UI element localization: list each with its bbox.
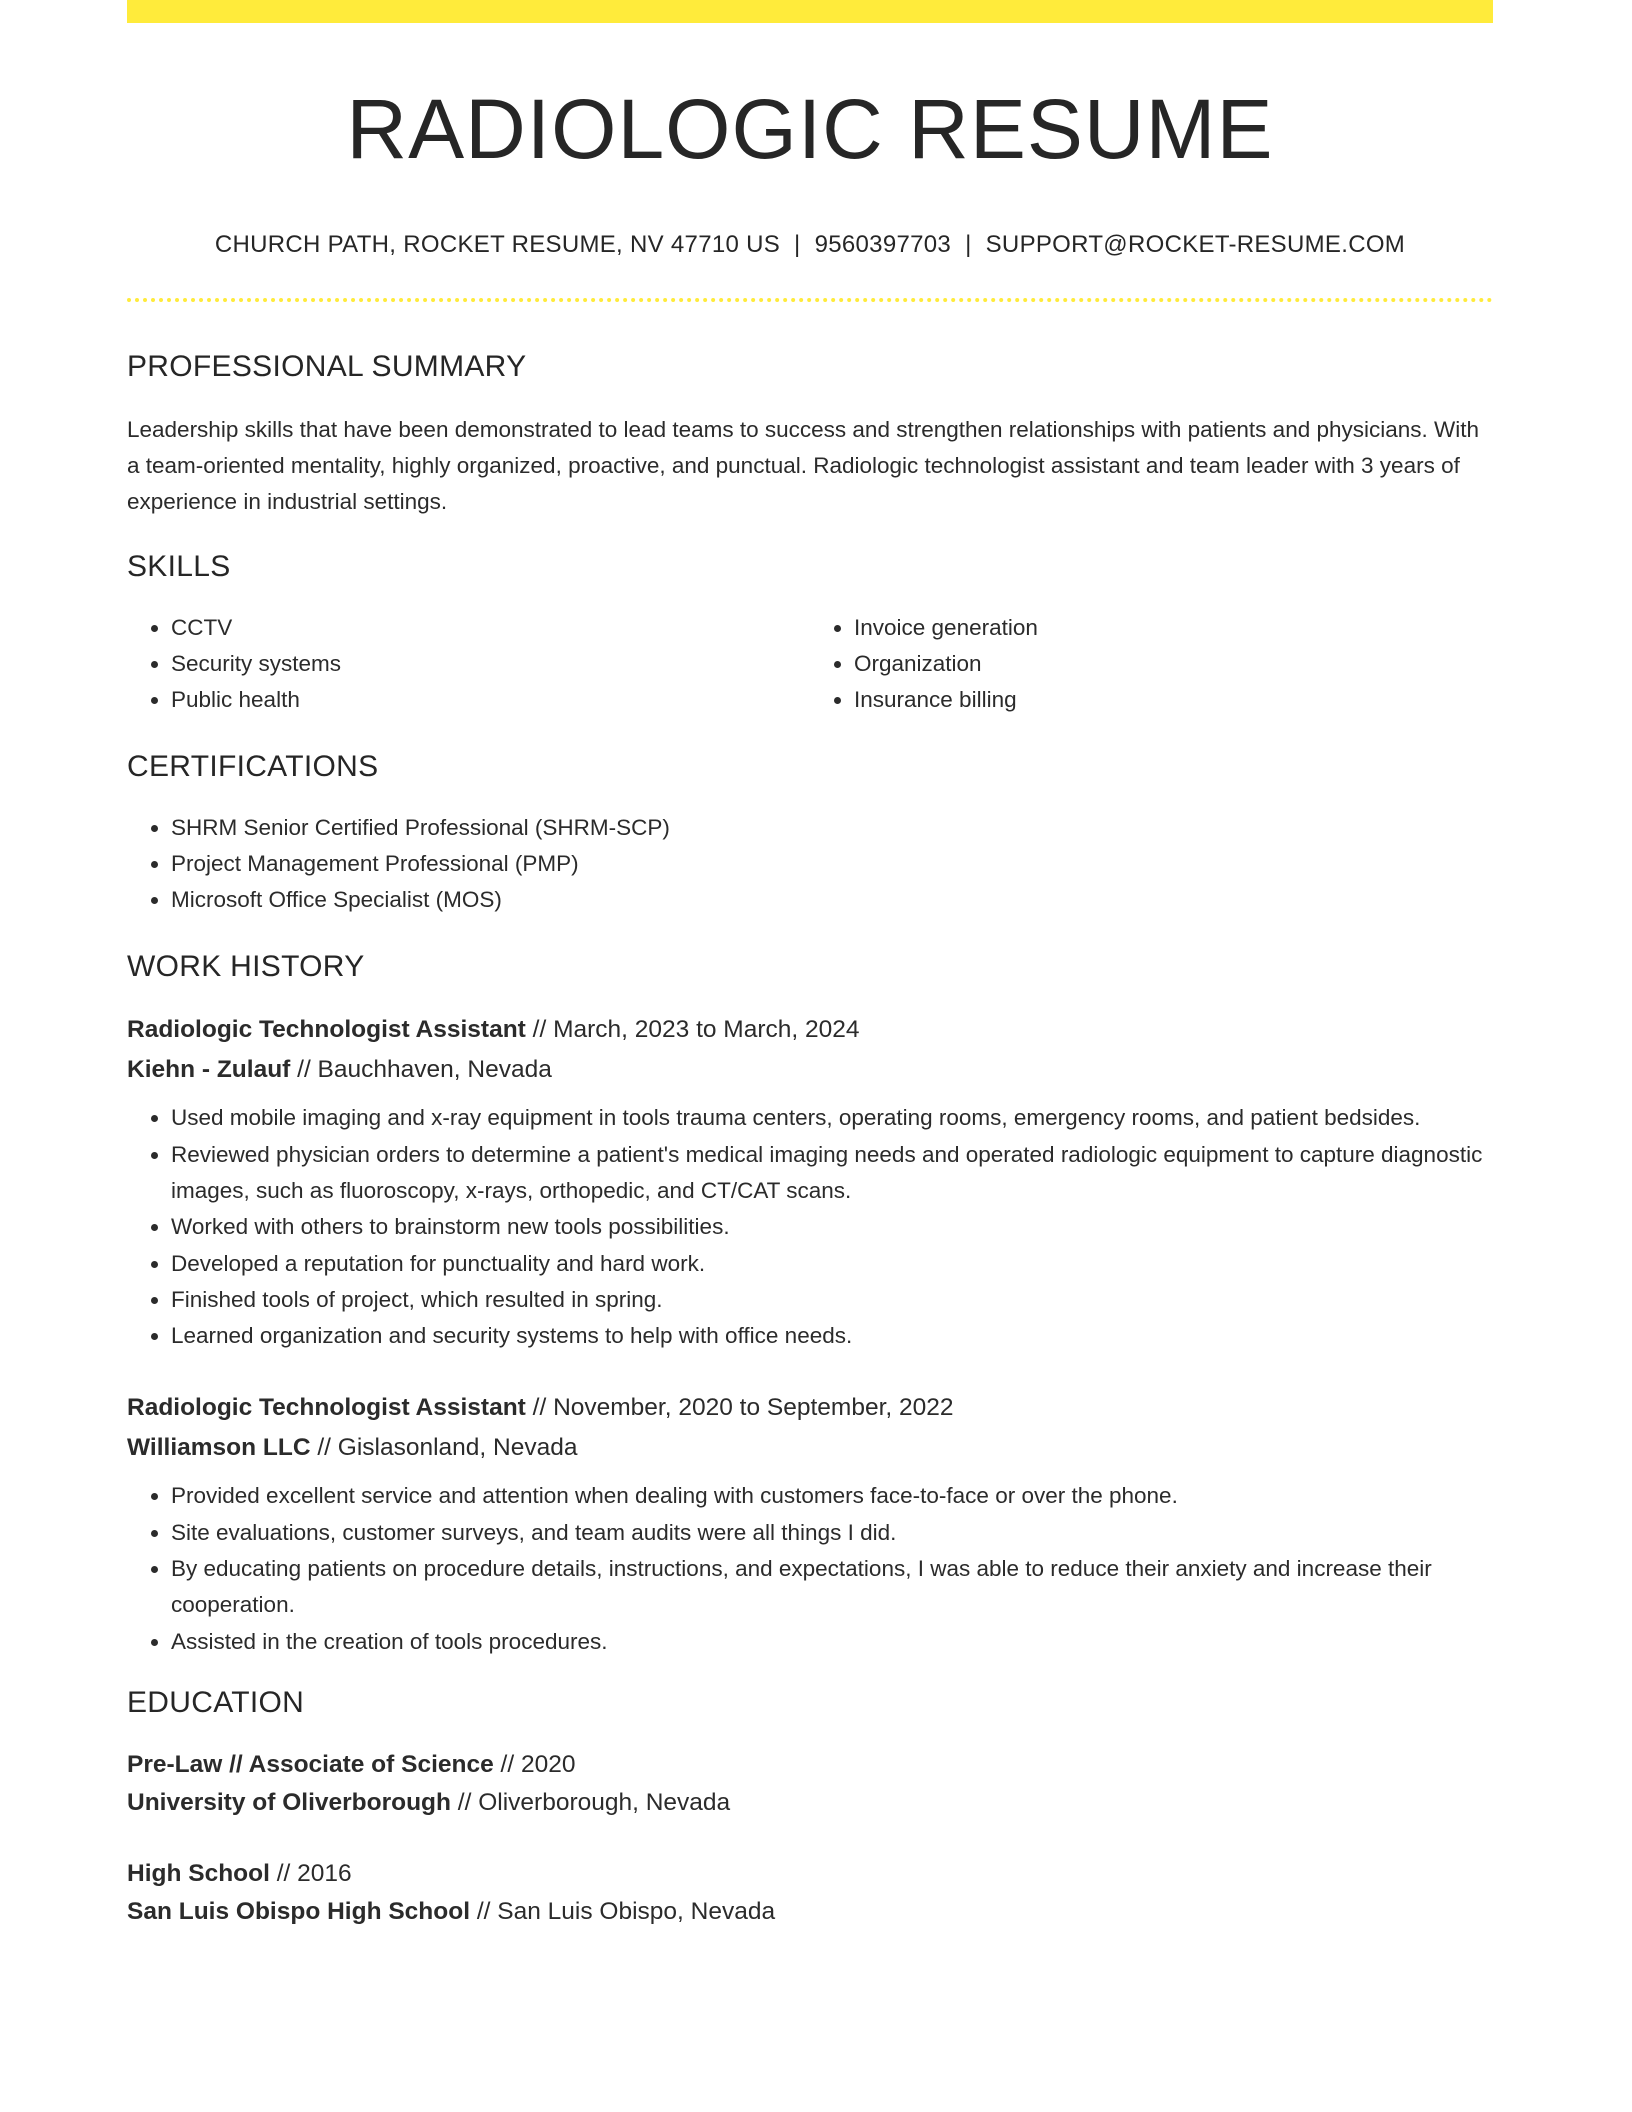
job-dates: // March, 2023 to March, 2024 [525, 1016, 860, 1044]
job-location: // Bauchhaven, Nevada [290, 1056, 552, 1084]
summary-text: Leadership skills that have been demonstrated to lead teams to success and strengthen relationships with patients and physicians. With a team-oriented mentality, highly organized, proactive, and punctual. Radiologic technologist assistant and team leader with 3 years of experience in industrial settings. [127, 417, 1480, 515]
skills-heading: SKILLS [127, 550, 231, 584]
contact-email: SUPPORT@ROCKET-RESUME.COM [985, 231, 1406, 259]
skill-item: • CCTV [171, 610, 810, 646]
education-year: // 2020 [493, 1750, 576, 1778]
skill-item: • Security systems [171, 646, 810, 682]
education-school: San Luis Obispo High School [127, 1897, 471, 1925]
certification-item: • Microsoft Office Specialist (MOS) [171, 882, 1493, 918]
skill-item: • Insurance billing [854, 682, 1493, 718]
job-location: // Gislasonland, Nevada [310, 1434, 578, 1462]
certifications-list [127, 810, 1493, 918]
education-entry [127, 1746, 1493, 1822]
job-bullet: • By educating patients on procedure details, instructions, and expectations, I was able to reduce their anxiety and increase their cooperation. [171, 1551, 1493, 1624]
skill-item: • Public health [171, 682, 810, 718]
education-degree: Pre-Law // Associate of Science [127, 1750, 494, 1778]
job-dates: // November, 2020 to September, 2022 [525, 1394, 954, 1422]
education-year: // 2016 [269, 1859, 352, 1887]
job-bullet: • Developed a reputation for punctuality and hard work. [171, 1246, 1493, 1282]
job-bullet: • Worked with others to brainstorm new tools possibilities. [171, 1209, 1493, 1245]
resume-page [127, 0, 1493, 1931]
education-entry [127, 1855, 1493, 1931]
education-school-line [127, 1784, 1493, 1822]
job-header [127, 1010, 1493, 1090]
job-bullets [127, 1100, 1493, 1354]
skill-item: • Organization [854, 646, 1493, 682]
accent-bar [127, 0, 1493, 23]
job-company-line [127, 1050, 1493, 1090]
summary-heading: PROFESSIONAL SUMMARY [127, 350, 527, 384]
job-bullet: • Used mobile imaging and x-ray equipment in tools trauma centers, operating rooms, emergency rooms, and patient bedsides. [171, 1100, 1493, 1136]
education-location: // San Luis Obispo, Nevada [470, 1897, 776, 1925]
education-school-line [127, 1893, 1493, 1931]
contact-separator: | [965, 231, 972, 259]
education-school: University of Oliverborough [127, 1788, 451, 1816]
certification-item: • Project Management Professional (PMP) [171, 846, 1493, 882]
education-degree: High School [127, 1859, 270, 1887]
header-divider [127, 298, 1493, 302]
contact-address: CHURCH PATH, ROCKET RESUME, NV 47710 US [214, 231, 781, 259]
skill-item: • Invoice generation [854, 610, 1493, 646]
education-degree-line [127, 1855, 1493, 1893]
job-bullets [127, 1478, 1493, 1659]
certifications-heading: CERTIFICATIONS [127, 750, 379, 784]
work-history-heading: WORK HISTORY [127, 950, 365, 984]
education-heading: EDUCATION [127, 1685, 305, 1719]
job-bullet: • Site evaluations, customer surveys, and team audits were all things I did. [171, 1515, 1493, 1551]
job-entry [127, 1010, 1493, 1354]
job-position: Radiologic Technologist Assistant [127, 1016, 526, 1044]
skills-list-left [127, 610, 810, 718]
job-position: Radiologic Technologist Assistant [127, 1394, 526, 1422]
contact-line [127, 231, 1493, 259]
job-title-line [127, 1388, 1493, 1428]
job-entry [127, 1388, 1493, 1659]
skills-list-right [810, 610, 1493, 718]
job-title-line [127, 1010, 1493, 1050]
job-bullet: • Assisted in the creation of tools procedures. [171, 1624, 1493, 1660]
contact-phone: 9560397703 [814, 231, 952, 259]
job-bullet: • Learned organization and security systems to help with office needs. [171, 1318, 1493, 1354]
job-company: Williamson LLC [127, 1434, 311, 1462]
resume-title: RADIOLOGIC RESUME [346, 82, 1274, 176]
job-bullet: • Reviewed physician orders to determine a patient's medical imaging needs and operated radiologic equipment to capture diagnostic images, such as fluoroscopy, x-rays, orthopedic, and CT/CAT scans. [171, 1137, 1493, 1210]
job-header [127, 1388, 1493, 1468]
job-company: Kiehn - Zulauf [127, 1056, 291, 1084]
skills-columns [127, 610, 1493, 718]
job-bullet: • Finished tools of project, which resulted in spring. [171, 1282, 1493, 1318]
education-location: // Oliverborough, Nevada [451, 1788, 731, 1816]
job-bullet: • Provided excellent service and attention when dealing with customers face-to-face or over the phone. [171, 1478, 1493, 1514]
education-degree-line [127, 1746, 1493, 1784]
certification-item: • SHRM Senior Certified Professional (SHRM-SCP) [171, 810, 1493, 846]
contact-separator: | [794, 231, 801, 259]
job-company-line [127, 1428, 1493, 1468]
